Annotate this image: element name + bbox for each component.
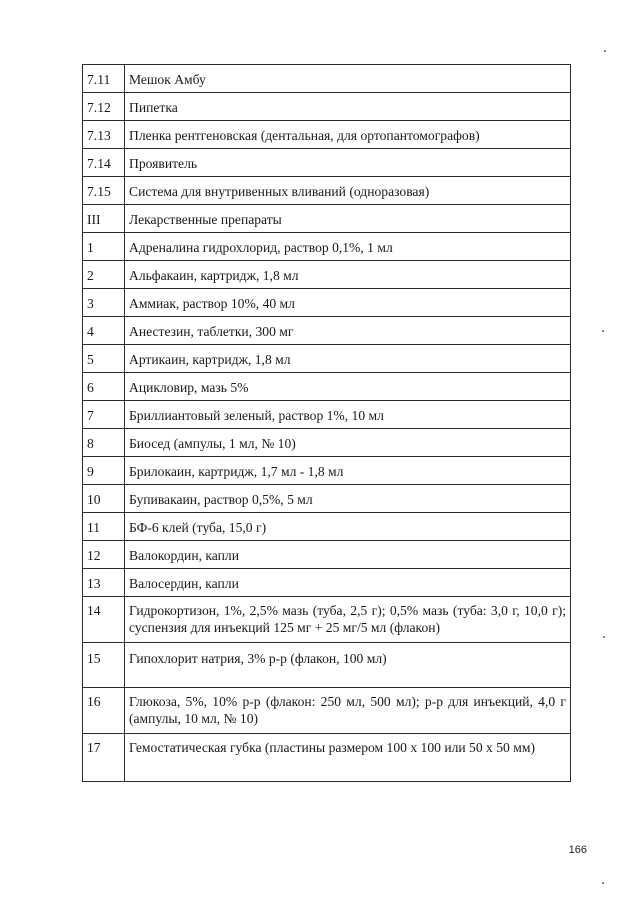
table-row: [83, 373, 571, 401]
row-number: 7.11: [83, 65, 125, 93]
row-name: Система для внутривенных вливаний (одноразовая): [125, 177, 571, 205]
row-number: 8: [83, 429, 125, 457]
row-number: 7.12: [83, 93, 125, 121]
row-number: 17: [83, 734, 125, 782]
row-number: 7.15: [83, 177, 125, 205]
row-name: Валокордин, капли: [125, 541, 571, 569]
table-row: [83, 688, 571, 734]
row-number: 4: [83, 317, 125, 345]
row-name: Бупивакаин, раствор 0,5%, 5 мл: [125, 485, 571, 513]
table-row: [83, 289, 571, 317]
table-row: [83, 429, 571, 457]
table-row: [83, 233, 571, 261]
row-name: Альфакаин, картридж, 1,8 мл: [125, 261, 571, 289]
row-name: Пленка рентгеновская (дентальная, для ортопантомографов): [125, 121, 571, 149]
scan-speck-mark: [602, 882, 604, 884]
row-number: 2: [83, 261, 125, 289]
table-row: [83, 65, 571, 93]
row-name: Глюкоза, 5%, 10% р-р (флакон: 250 мл, 500 мл); р-р для инъекций, 4,0 г (ампулы, 10 мл, № 10): [125, 688, 571, 734]
table-row: [83, 93, 571, 121]
table-row: [83, 149, 571, 177]
row-name: Гидрокортизон, 1%, 2,5% мазь (туба, 2,5 г); 0,5% мазь (туба: 3,0 г, 10,0 г); суспензия для инъекций 125 мг + 25 мг/5 мл (флакон): [125, 597, 571, 643]
table-row: [83, 261, 571, 289]
row-number: 1: [83, 233, 125, 261]
section-number: III: [83, 205, 125, 233]
row-number: 10: [83, 485, 125, 513]
row-name: Валосердин, капли: [125, 569, 571, 597]
row-number: 13: [83, 569, 125, 597]
row-name: Брилокаин, картридж, 1,7 мл - 1,8 мл: [125, 457, 571, 485]
table-row: [83, 643, 571, 688]
row-name: Гемостатическая губка (пластины размером 100 х 100 или 50 х 50 мм): [125, 734, 571, 782]
row-number: 5: [83, 345, 125, 373]
row-number: 11: [83, 513, 125, 541]
table-row: [83, 401, 571, 429]
equipment-drugs-table: [82, 64, 571, 782]
scan-speck-mark: [603, 636, 605, 638]
table-row-section-heading: [83, 205, 571, 233]
scan-speck-mark: [602, 330, 604, 332]
table-row: [83, 541, 571, 569]
table-row: [83, 734, 571, 782]
table-row: [83, 317, 571, 345]
row-number: 7.13: [83, 121, 125, 149]
section-title: Лекарственные препараты: [125, 205, 571, 233]
row-number: 7: [83, 401, 125, 429]
row-number: 6: [83, 373, 125, 401]
table-row: [83, 177, 571, 205]
row-name: Артикаин, картридж, 1,8 мл: [125, 345, 571, 373]
table-row: [83, 597, 571, 643]
row-name: Гипохлорит натрия, 3% р-р (флакон, 100 мл): [125, 643, 571, 688]
table-row: [83, 121, 571, 149]
row-name: Пипетка: [125, 93, 571, 121]
page-number: 166: [568, 844, 587, 856]
row-number: 3: [83, 289, 125, 317]
row-name: Проявитель: [125, 149, 571, 177]
row-name: БФ-6 клей (туба, 15,0 г): [125, 513, 571, 541]
table-row: [83, 485, 571, 513]
row-number: 15: [83, 643, 125, 688]
table-row: [83, 345, 571, 373]
row-name: Аммиак, раствор 10%, 40 мл: [125, 289, 571, 317]
row-number: 12: [83, 541, 125, 569]
table-row: [83, 457, 571, 485]
table-row: [83, 569, 571, 597]
row-name: Бриллиантовый зеленый, раствор 1%, 10 мл: [125, 401, 571, 429]
row-number: 9: [83, 457, 125, 485]
row-name: Мешок Амбу: [125, 65, 571, 93]
row-name: Адреналина гидрохлорид, раствор 0,1%, 1 мл: [125, 233, 571, 261]
row-number: 7.14: [83, 149, 125, 177]
scan-speck-mark: [604, 50, 606, 52]
table-row: [83, 513, 571, 541]
row-number: 16: [83, 688, 125, 734]
row-number: 14: [83, 597, 125, 643]
row-name: Ацикловир, мазь 5%: [125, 373, 571, 401]
row-name: Биосед (ампулы, 1 мл, № 10): [125, 429, 571, 457]
row-name: Анестезин, таблетки, 300 мг: [125, 317, 571, 345]
